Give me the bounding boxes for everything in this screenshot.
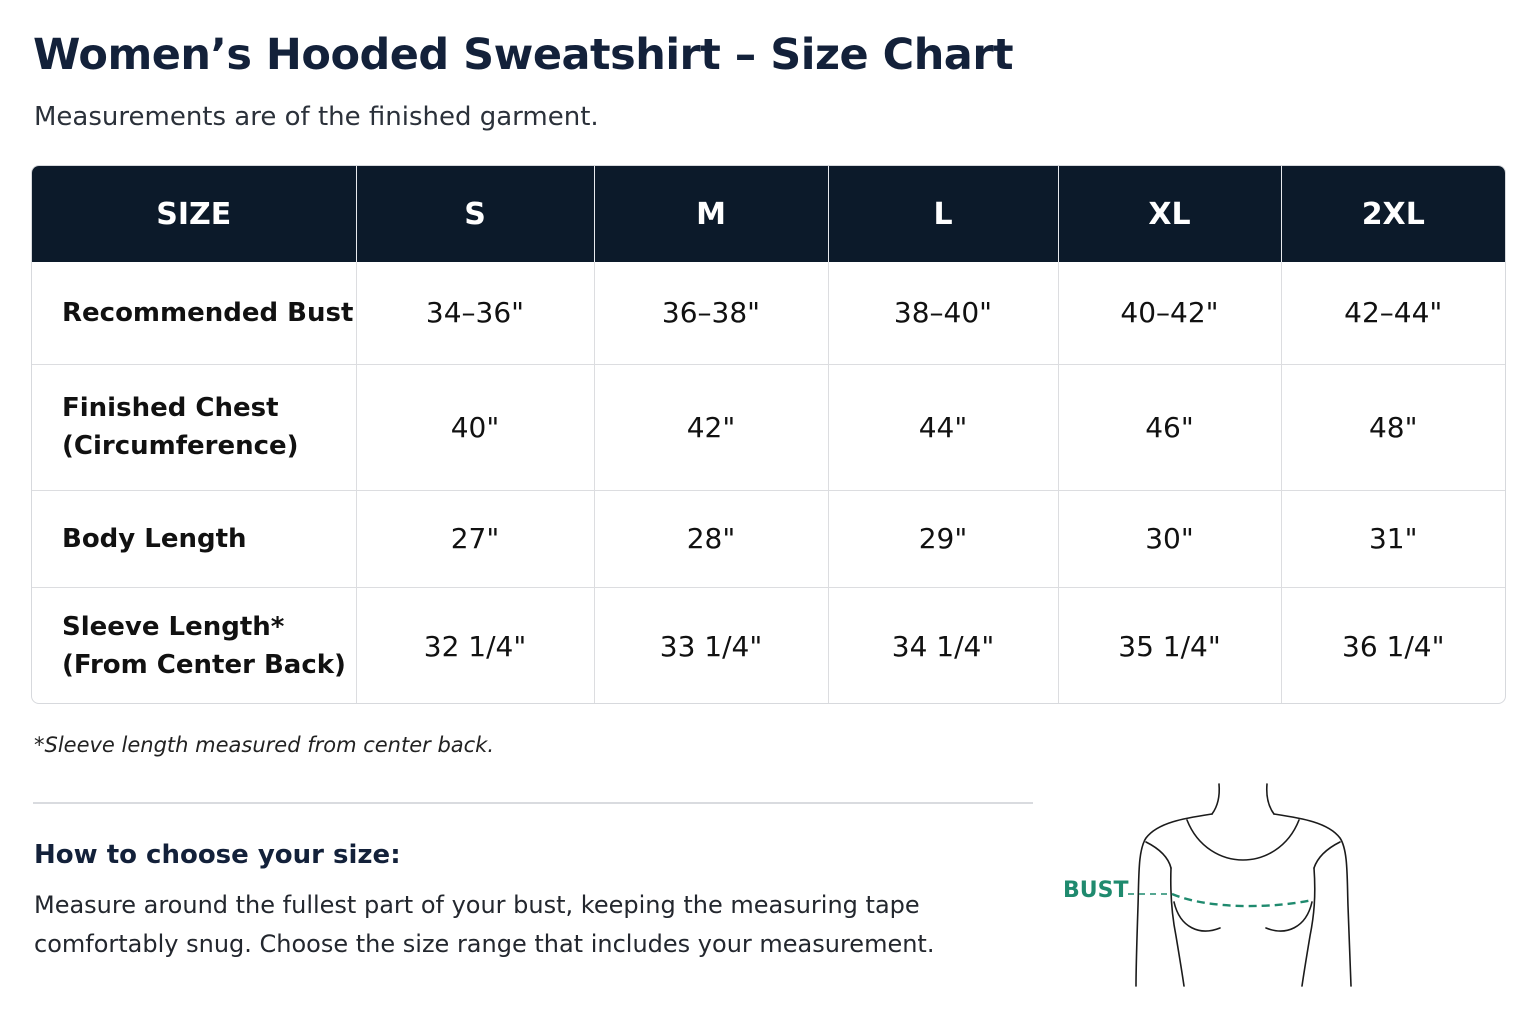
page-subtitle: Measurements are of the finished garment. [34, 102, 599, 132]
left-armpit [1146, 842, 1171, 868]
table-cell: 38–40" [828, 262, 1058, 364]
header-row [32, 166, 1505, 262]
left-shoulder-line [1136, 814, 1212, 986]
table-cell: 32 1/4" [356, 587, 594, 704]
row-label-line: Body Length [62, 523, 247, 554]
table-cell: 40–42" [1058, 262, 1281, 364]
neckline [1187, 820, 1299, 860]
right-shoulder-line [1274, 814, 1351, 986]
size-chart-table [32, 166, 1505, 704]
neck-left-line [1212, 784, 1219, 814]
neck-right-line [1267, 784, 1274, 814]
how-to-choose-text [34, 886, 935, 964]
table-cell: 33 1/4" [594, 587, 828, 704]
left-inner-arm [1171, 868, 1184, 986]
table-header [32, 166, 1505, 262]
row-label [32, 587, 356, 704]
table-cell: 29" [828, 490, 1058, 587]
sleeve-footnote: *Sleeve length measured from center back. [34, 733, 495, 757]
table-cell: 30" [1058, 490, 1281, 587]
section-divider [33, 802, 1033, 804]
table-cell: 34–36" [356, 262, 594, 364]
row-label-line: Sleeve Length* [62, 612, 285, 643]
row-label-line: Recommended Bust [62, 297, 354, 328]
row-label [32, 262, 356, 364]
table-body [32, 262, 1505, 704]
table-row-recommended-bust [32, 262, 1505, 364]
how-to-choose-heading: How to choose your size: [34, 840, 401, 870]
row-label-line: (From Center Back) [62, 650, 346, 681]
table-cell: 42" [594, 364, 828, 490]
table-cell: 48" [1281, 364, 1505, 490]
table-row-body-length [32, 490, 1505, 587]
table-row-finished-chest [32, 364, 1505, 490]
row-label [32, 364, 356, 490]
row-label-line: Finished Chest [62, 393, 279, 423]
right-inner-arm [1302, 868, 1315, 986]
how-to-choose-line: comfortably snug. Choose the size range that includes your measurement. [34, 930, 935, 958]
table-cell: 36 1/4" [1342, 629, 1445, 663]
table-cell: 34 1/4" [828, 587, 1058, 704]
column-header-xl: XL [1058, 166, 1281, 262]
table-cell: 35 1/4" [1058, 587, 1281, 704]
table-cell: 46" [1058, 364, 1281, 490]
table-cell: 42–44" [1281, 262, 1505, 364]
column-header-2xl: 2XL [1281, 166, 1505, 262]
right-armpit [1314, 842, 1340, 868]
how-to-choose-line: Measure around the fullest part of your bust, keeping the measuring tape [34, 891, 920, 919]
table-cell: 44" [828, 364, 1058, 490]
table-row-sleeve-length [32, 587, 1505, 704]
bust-label: BUST [1063, 878, 1129, 903]
table-cell: 27" [356, 490, 594, 587]
row-label-line: (Circumference) [62, 431, 299, 461]
column-header-size: SIZE [32, 166, 356, 262]
table-cell: 40" [356, 364, 594, 490]
right-bust-curve [1266, 902, 1312, 931]
column-header-s: S [356, 166, 594, 262]
page-title: Women’s Hooded Sweatshirt – Size Chart [33, 30, 1014, 80]
row-label [32, 490, 356, 587]
table-cell: 28" [594, 490, 828, 587]
size-chart-table-container [31, 165, 1506, 704]
column-header-l: L [828, 166, 1058, 262]
bust-measure-line [1172, 894, 1312, 906]
left-bust-curve [1174, 902, 1220, 931]
column-header-m: M [594, 166, 828, 262]
table-cell: 31" [1281, 490, 1505, 587]
table-cell: 36–38" [594, 262, 828, 364]
